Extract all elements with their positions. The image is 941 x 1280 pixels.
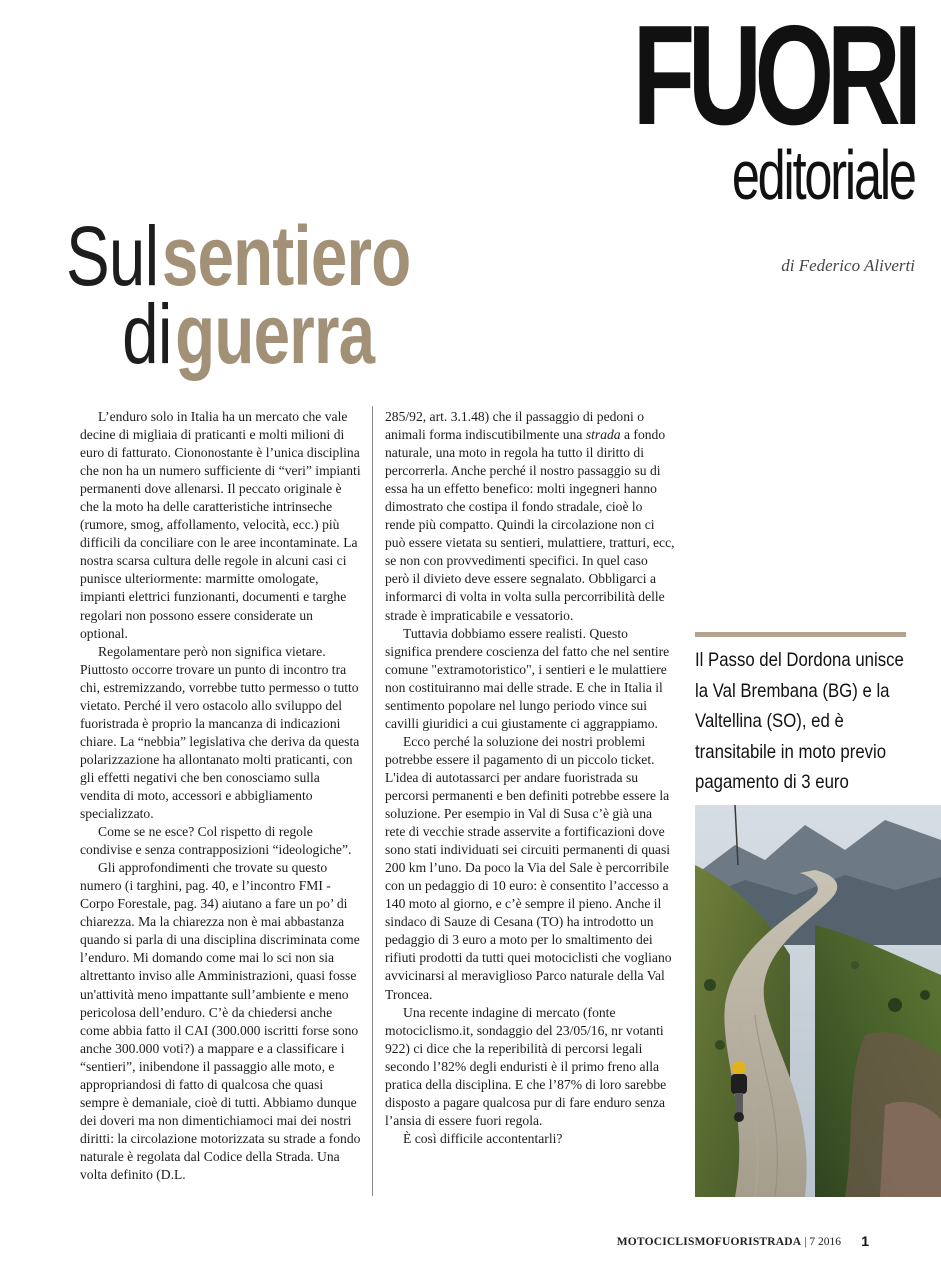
article-column-2 [385, 408, 675, 1148]
title-word-sentiero: sentiero [161, 209, 411, 303]
page-number: 1 [861, 1233, 869, 1249]
title-word-sul: Sul [66, 209, 159, 303]
paragraph-continued [385, 408, 675, 625]
article-title [66, 209, 508, 381]
byline: di Federico Aliverti [781, 256, 915, 275]
caption-rule [695, 632, 906, 637]
issue-date: 7 2016 [809, 1236, 841, 1248]
masthead [523, 0, 915, 215]
page-footer [617, 1236, 841, 1248]
title-word-di: di [122, 287, 172, 381]
paragraph: Tuttavia dobbiamo essere realisti. Questo significa prendere coscienza del fatto che nel sentire comune "extramotoristico", i sentieri e le mulattiere non costituiranno mai delle strade. E che in Italia il sentimento popolare nel lungo periodo vince sui cavilli giuridici a cui giustamente ci aggrappiamo. [385, 625, 670, 731]
article-column-1 [80, 408, 362, 1184]
title-word-guerra: guerra [175, 287, 375, 381]
paragraph: Ecco perché la soluzione dei nostri problemi potrebbe essere il pagamento di un piccolo ticket. L'idea di autotassarci per andare fuoristrada su percorsi permanenti e ben definiti potrebbe essere la soluzione. Per esempio in Val di Susa c’è già una rete di vecchie strade asservite a fortificazioni dove sono stati individuati sei circuiti permanenti di quasi 200 km l’uno. Da poco la Via del Sale è percorribile con un pedaggio di 10 euro: è consentito l’accesso a 140 moto al giorno, e c’è sempre il pieno. Anche il sindaco di Sauze di Cesana (TO) ha introdotto un pedaggio di 3 euro a moto per lo smaltimento dei rifiuti prodotti da tutti quei motociclisti che vogliano avvicinarsi al meraviglioso Parco naturale della Val Troncea. [385, 733, 672, 1002]
paragraph: È così difficile accontentarli? [403, 1130, 563, 1146]
paragraph: Una recente indagine di mercato (fonte motociclismo.it, sondaggio del 23/05/16, nr votanti 922) ci dice che la reperibilità di percorsi legali secondo l’82% degli enduristi è il primo freno alla pratica della disciplina. E che l’87% di loro sarebbe disposto a pagare qualcosa pur di fare enduro senza l’ansia di essere fuori regola. [385, 1004, 667, 1128]
paragraph: L’enduro solo in Italia ha un mercato che vale decine di migliaia di praticanti e molti milioni di euro di fatturato. Ciononostante è l’unica disciplina che non ha un numero sufficiente di “veri” impianti permanenti dove allenarsi. Il peccato originale è che la moto ha delle caratteristiche intrinseche (rumore, smog, affollamento, velocità, ecc.) più difficili da conciliare con le aree incontaminate. La nostra scarsa cultura delle regole in alcuni casi ci punisce ulteriormente: marmitte omologate, impianti elettrici funzionanti, documenti e targhe regolari non possono essere considerate un optional. [80, 409, 361, 641]
column-divider [372, 406, 373, 1196]
text-run: 285/92, art. 3.1.48) che il passaggio di pedoni o animali forma indiscutibilmente una [385, 409, 644, 443]
paragraph: Gli approfondimenti che trovate su questo numero (i targhini, pag. 40, e l’incontro FMI - Corpo Forestale, pag. 34) aiutano a fare un po’ di chiarezza. Ma la chiarezza non è mai abbastanza quando si parla di una disciplina discriminata come l’enduro. Mi domando come mai lo sci non sia altrettanto inviso alle Amministrazioni, quasi fosse un'attività meno impattante sull’ambiente e meno pericolosa dell’enduro. C’è da chiedersi anche come abbia fatto il CAI (300.000 iscritti forse sono anche 300.000 voti?) a mappare e a classificare i “sentieri”, inibendone il passaggio alle moto, e appropriandosi di fatto di qualcosa che quasi sempre è demaniale, cioè di tutti. Abbiamo dunque dei doveri ma non dimentichiamoci mai dei nostri diritti: la circolazione motorizzata su strade a fondo naturale è regolata dal Codice della Strada. Una volta definito (D.L. [80, 860, 361, 1182]
masthead-editoriale: editoriale [732, 136, 915, 215]
photo-caption: Il Passo del Dordona unisce la Val Brembana (BG) e la Valtellina (SO), ed è transitabile in moto previo pagamento di 3 euro [695, 649, 904, 793]
magazine-name: MOTOCICLISMOFUORISTRADA [616, 1236, 802, 1248]
footer-separator: | [804, 1236, 807, 1248]
italic-word: strada [585, 427, 621, 443]
text-run: a fondo naturale, una moto in regola ha tutto il diritto di percorrerla. Anche perché il nostro passaggio su di essa ha un effetto benefico: molti ingegneri hanno dimostrato che costipa il fondo stradale, cioè lo rende più compatto. Quindi la circolazione non ci può essere vietata su sentieri, mulattiere, tratturi, ecc, se non con provvedimenti specifici. In quel caso però il divieto deve essere segnalato. Obbligarci a informarci di volta in volta sulla percorribilità delle strade è impraticabile e vessatorio. [385, 427, 675, 623]
photo-dirt-road-motorcycle [695, 805, 941, 1197]
photo-illustration [695, 805, 941, 1197]
paragraph: Come se ne esce? Col rispetto di regole condivise e senza contrapposizioni “ideologiche”. [80, 824, 352, 858]
masthead-fuori: FUORI [632, 0, 915, 155]
paragraph: Regolamentare però non significa vietare. Piuttosto occorre trovare un punto di incontro tra chi, estremizzando, vorrebbe tutto permesso o tutto vietato. Perché il vero ostacolo allo sviluppo del fuoristrada è proprio la mancanza di indicazioni chiare. La “nebbia” legislativa che deriva da questa polarizzazione ha allontanato molti praticanti, con gli effetti negativi che ben conosciamo sulla vendita di moto, accessori e abbigliamento specializzato. [80, 643, 360, 822]
